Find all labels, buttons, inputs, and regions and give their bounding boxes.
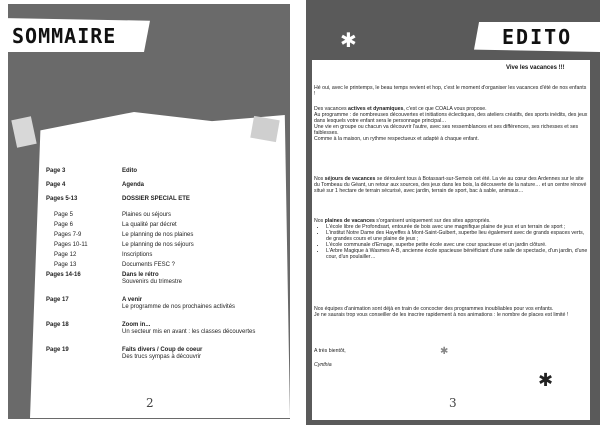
toc-title: Plaines ou séjours [122,212,172,218]
toc-page: Pages 14-16 [46,272,81,278]
toc-page: Pages 5-13 [46,196,78,202]
text-run: Nos équipes d'animation sont déjà en train de concocter des programmes inoubliables pour vos enfants. [314,306,554,312]
asterisk-icon: ✱ [538,370,554,391]
toc-page: Page 6 [54,222,74,228]
text-run: s'organisent uniquement sur des sites appropriés. [374,218,491,224]
list-item: • L'institut Notre Dame des Hayeffes à Mont-Saint-Guibert, superbe lieu également avec de grands espaces verts, de grandes cours et une plaine de jeux ; [326,230,588,242]
text-run-bold: actives et dynamiques [348,106,404,112]
toc-title: Dans le rétro [122,272,159,278]
toc-title: Agenda [122,182,145,188]
list-item: • L'école communale d'Ernage, superbe petite école avec une cour spacieuse et un jardin clôturé. [326,242,588,248]
toc-page: Page 12 [54,252,77,258]
edito-paragraph-4 [314,218,588,260]
text-run: Une vie en groupe ou chacun va découvrir l'autre, avec ses ressemblances et ses différences, ses richesses et ses faiblesses. [314,124,579,136]
edito-paragraph-5 [314,306,588,318]
text-run: Je ne saurais trop vous conseiller de les inscrire rapidement à nos animations : le nombre de places est limité ! [314,312,569,318]
toc-title: Inscriptions [122,252,153,258]
toc-subtitle: Un secteur mis en avant : les classes découvertes [122,329,256,335]
list-item: • L'école libre de Profondsart, entourée de bois avec une magnifique plaine de jeux et un terrain de sport ; [326,224,588,230]
toc-title: Zoom in... [122,322,151,328]
page-number-left: 2 [146,396,154,410]
sites-list [314,224,588,260]
toc-subtitle: Des trucs sympas à découvrir [122,354,202,360]
toc-page: Page 5 [54,212,74,218]
toc-title: Le planning de nos séjours [122,242,194,248]
edito-title: EDITO [502,25,573,49]
toc-title: Le planning de nos plaines [122,232,194,238]
tape-right [250,116,279,142]
toc-subtitle: Souvenirs du trimestre [122,279,183,285]
toc-page: Page 18 [46,322,69,328]
gutter [294,0,306,425]
toc-page: Page 4 [46,182,66,188]
toc-title: La qualité par décret [122,222,177,228]
toc-title: Faits divers / Coup de coeur [122,347,203,353]
text-run: Des vacances [314,106,349,112]
asterisk-icon: ✱ [440,346,449,357]
edito-closing: A très bientôt, [314,348,346,354]
edito-heading: Vive les vacances !!! [506,65,565,71]
asterisk-icon: ✱ [340,28,357,52]
text-run: se déroulent tous à Botassart-sur-Semois cet été. La vie au cœur des Ardennes sur le site du Tombeau du Géant, un retour aux sources, des jeux dans les bois, la découverte de la nature… et un centre rénové situé sur 1 hectare de terrain sécurisé, avec jardin, terrain de sport, bac à sable, animaux… [314,176,587,194]
toc-page: Pages 10-11 [54,242,88,248]
list-item: • L'Arbre Magique à Wasmes A-B, ancienne école spacieuse bénéficiant d'une salle de spectacle, d'un jardin, d'une cour, d'un poulailler… [326,248,588,260]
toc-title: DOSSIER SPECIAL ETE [122,196,190,202]
toc-page: Page 17 [46,297,69,303]
edito-signature: Cynthia [314,362,332,368]
text-run: Nos [314,176,325,182]
text-run: Nos [314,218,325,224]
edito-paragraph-3 [314,176,588,194]
toc-page: Pages 7-9 [54,232,82,238]
page-number-right: 3 [449,396,457,410]
toc-page: Page 3 [46,168,66,174]
text-run: Comme à la maison, un rythme respectueux et adapté à chaque enfant. [314,136,479,142]
toc-page: Page 13 [54,262,77,268]
text-run-bold: séjours de vacances [324,176,376,182]
text-run: , c'est ce que COALA vous propose. [403,106,487,112]
text-run: Au programme : de nombreuses découvertes et initiations éclectiques, des ateliers créatifs, des sports inédits, des jeux dans lesquels votre enfant sera le personnage principal… [314,112,588,124]
toc-subtitle: Le programme de nos prochaines activités [122,304,236,310]
edito-paragraph-1: Hé oui, avec le printemps, le beau temps revient et hop, c'est le moment d'organiser les vacances d'été de nos enfants ! [314,85,587,97]
text-run-bold: plaines de vacances [324,218,375,224]
toc-title: Documents FESC ? [122,262,176,268]
left-page [0,0,294,425]
toc-title: A venir [122,297,143,303]
edito-paragraph-2 [314,106,588,142]
sommaire-title: SOMMAIRE [12,24,117,48]
toc-title: Edito [122,168,137,174]
toc-page: Page 19 [46,347,69,353]
